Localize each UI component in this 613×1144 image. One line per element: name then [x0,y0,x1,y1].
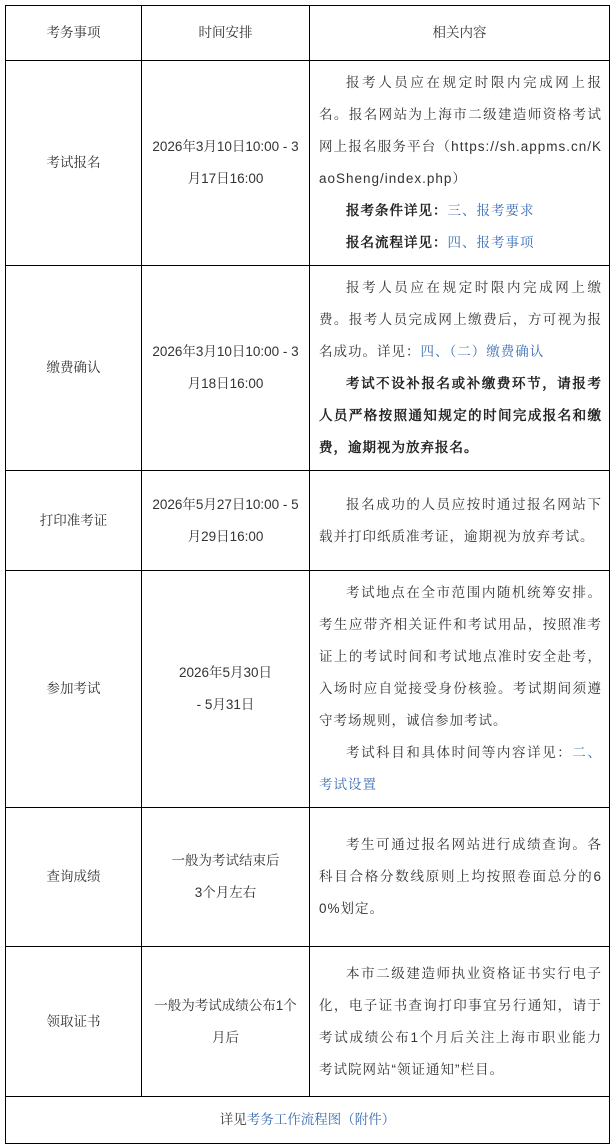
row-time: 一般为考试成绩公布1个月后 [142,947,310,1097]
link-registration-matters[interactable]: 四、报考事项 [447,235,535,250]
content-label: 报考条件详见： [346,203,448,218]
link-payment-confirmation[interactable]: 四、（二）缴费确认 [420,344,545,359]
row-time: 2026年5月27日10:00 - 5月29日16:00 [142,471,310,571]
row-content [310,808,610,947]
time-line: 一般为考试结束后 [171,853,280,868]
table-row [6,266,610,471]
link-exam-settings[interactable]: 二、考试设置 [319,745,602,792]
header-item: 考务事项 [6,6,142,61]
row-time [142,808,310,947]
content-text: 考试科目和具体时间等内容详见： [346,745,573,760]
row-content [310,571,610,808]
time-line: - 5月31日 [196,697,255,712]
table-row [6,571,610,808]
footer-cell [6,1097,610,1144]
row-item: 考试报名 [6,61,142,266]
content-bold-notice: 考试不设补报名或补缴费环节，请报考人员严格按照通知规定的时间完成报名和缴费，逾期视为放弃报名。 [319,376,602,455]
header-content: 相关内容 [310,6,610,61]
content-text: 本市二级建造师执业资格证书实行电子化，电子证书查询打印事宜另行通知，请于考试成绩公布1个月后关注上海市职业能力考试院网站“领证通知”栏目。 [319,965,602,1077]
content-text: 报考人员应在规定时限内完成网上缴费。报考人员完成网上缴费后，方可视为报名成功。详见： [319,280,602,359]
table-header-row [6,6,610,61]
table-row [6,61,610,266]
table-row [6,471,610,571]
row-item: 缴费确认 [6,266,142,471]
table-row [6,947,610,1097]
link-workflow-attachment[interactable]: 考务工作流程图（附件） [246,1112,396,1127]
header-time: 时间安排 [142,6,310,61]
footer-text: 详见 [219,1112,247,1127]
time-line: 3个月左右 [194,885,257,900]
row-time: 2026年3月10日10:00 - 3月18日16:00 [142,266,310,471]
row-content [310,61,610,266]
row-item: 查询成绩 [6,808,142,947]
row-content [310,471,610,571]
content-text: 报名成功的人员应按时通过报名网站下载并打印纸质准考证，逾期视为放弃考试。 [319,496,602,544]
row-content [310,266,610,471]
row-time: 2026年3月10日10:00 - 3月17日16:00 [142,61,310,266]
row-item: 打印准考证 [6,471,142,571]
row-time [142,571,310,808]
content-label: 报名流程详见： [346,235,448,250]
row-item: 参加考试 [6,571,142,808]
content-text: 考试地点在全市范围内随机统筹安排。考生应带齐相关证件和考试用品，按照准考证上的考试时间和考试地点准时安全赴考，入场时应自觉接受身份核验。考试期间须遵守考场规则，诚信参加考试。 [319,585,602,728]
time-line: 2026年5月30日 [178,665,273,680]
table-row [6,808,610,947]
content-text: 考生可通过报名网站进行成绩查询。各科目合格分数线原则上均按照卷面总分的60%划定。 [319,837,602,916]
content-text: 报考人员应在规定时限内完成网上报名。报名网站为上海市二级建造师资格考试网上报名服务平台（https://sh.appms.cn/KaoSheng/index.php） [319,75,602,186]
row-item: 领取证书 [6,947,142,1097]
exam-schedule-table [5,5,610,1144]
table-footer-row [6,1097,610,1144]
link-exam-requirements[interactable]: 三、报考要求 [447,203,535,218]
row-content [310,947,610,1097]
